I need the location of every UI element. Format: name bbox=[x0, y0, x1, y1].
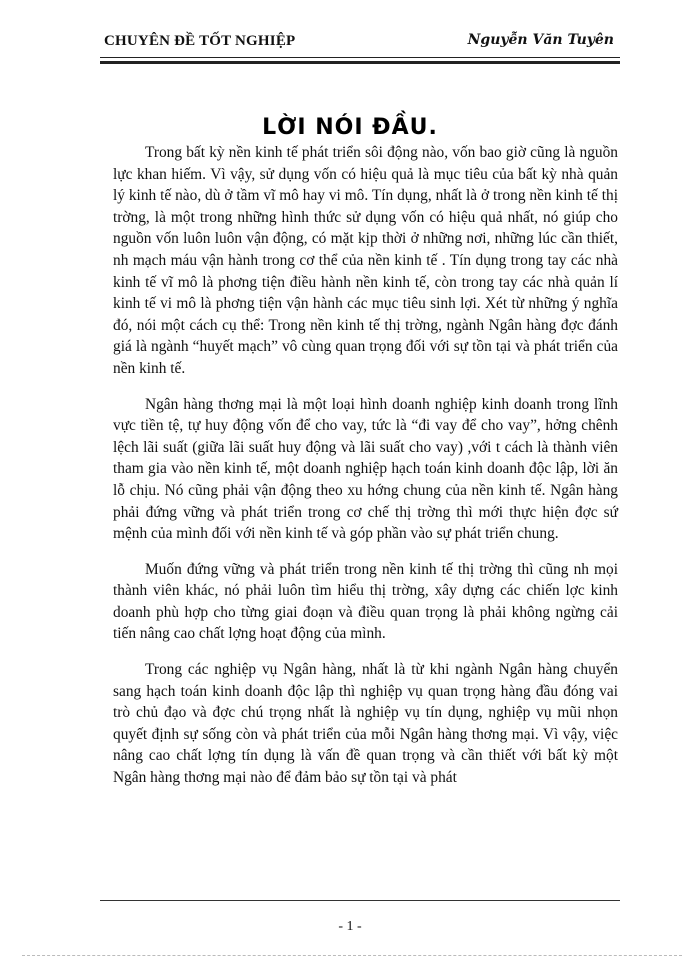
paragraph-1: Trong bất kỳ nền kinh tế phát triển sôi động nào, vốn bao giờ cũng là nguồn lực khan hiếm. Vì vậy, sử dụng vốn có hiệu quả là mục tiêu của bất kỳ nhà quản lý kinh tế nào, dù ở tầm vĩ mô hay vi mô. Tín dụng, nhất là ở trong nền kinh tế thị trờng, là một trong những hình thức sử dụng vốn có hiệu quả nhất, nó giúp cho nguồn vốn luôn luôn vận động, có mặt kịp thời ở những nơi, những lúc cần thiết, nh mạch máu vận hành trong cơ thể của nền kinh tế . Tín dụng trong tay các nhà kinh tế vĩ mô là phơng tiện điều hành nền kinh tế, còn trong tay các nhà quản lí kinh tế vi mô là phơng tiện vận hành các mục tiêu sinh lợi. Xét từ những ý nghĩa đó, nói một cách cụ thể: Trong nền kinh tế thị trờng, ngành Ngân hàng đợc đánh giá là ngành “huyết mạch” vô cùng quan trọng đối với sự tồn tại và phát triển của nền kinh tế. bbox=[113, 144, 618, 377]
header-rule-thin bbox=[100, 57, 620, 58]
header-title: CHUYÊN ĐỀ TỐT NGHIỆP bbox=[104, 33, 296, 49]
header-author: Nguyễn Văn Tuyên bbox=[467, 32, 614, 48]
document-body bbox=[113, 142, 618, 803]
page-number: - 1 - bbox=[338, 919, 362, 934]
page-edge-divider bbox=[22, 955, 682, 956]
footer-rule bbox=[100, 900, 620, 901]
paragraph-3: Muốn đứng vững và phát triển trong nền kinh tế thị trờng thì cũng nh mọi thành viên khác, nó phải luôn tìm hiểu thị trờng, xây dựng các chiến lợc kinh doanh phù hợp cho từng giai đoạn và điều quan trọng là phải không ngừng cải tiến nâng cao chất lợng hoạt động của mình. bbox=[113, 560, 618, 643]
page-title: LỜI NÓI ĐẦU. bbox=[262, 115, 438, 140]
paragraph-4: Trong các nghiệp vụ Ngân hàng, nhất là từ khi ngành Ngân hàng chuyển sang hạch toán kinh doanh độc lập thì nghiệp vụ quan trọng hàng đầu đóng vai trò chủ đạo và đợc chú trọng nhất là nghiệp vụ tín dụng, nghiệp vụ mũi nhọn quyết định sự sống còn và phát triển của mỗi Ngân hàng thơng mại. Vì vậy, việc nâng cao chất lợng tín dụng là vấn đề quan trọng và cần thiết với bất kỳ một Ngân hàng thơng mại nào để đảm bảo sự tồn tại và phát bbox=[113, 661, 618, 787]
paragraph-2: Ngân hàng thơng mại là một loại hình doanh nghiệp kinh doanh trong lĩnh vực tiền tệ, tự huy động vốn để cho vay, tức là “đi vay để cho vay”, hởng chênh lệch lãi suất (giữa lãi suất huy động và lãi suất cho vay) ,với t cách là thành viên tham gia vào nền kinh tế, một doanh nghiệp hạch toán kinh doanh độc lập, lời ăn lỗ chịu. Nó cũng phải vận động theo xu hớng chung của nền kinh tế. Ngân hàng phải đứng vững và phát triển trong cơ chế thị trờng thì mới thực hiện đợc sứ mệnh của mình đối với nền kinh tế và góp phần vào sự phát triển chung. bbox=[113, 395, 618, 543]
header-rule-thick bbox=[100, 61, 620, 64]
